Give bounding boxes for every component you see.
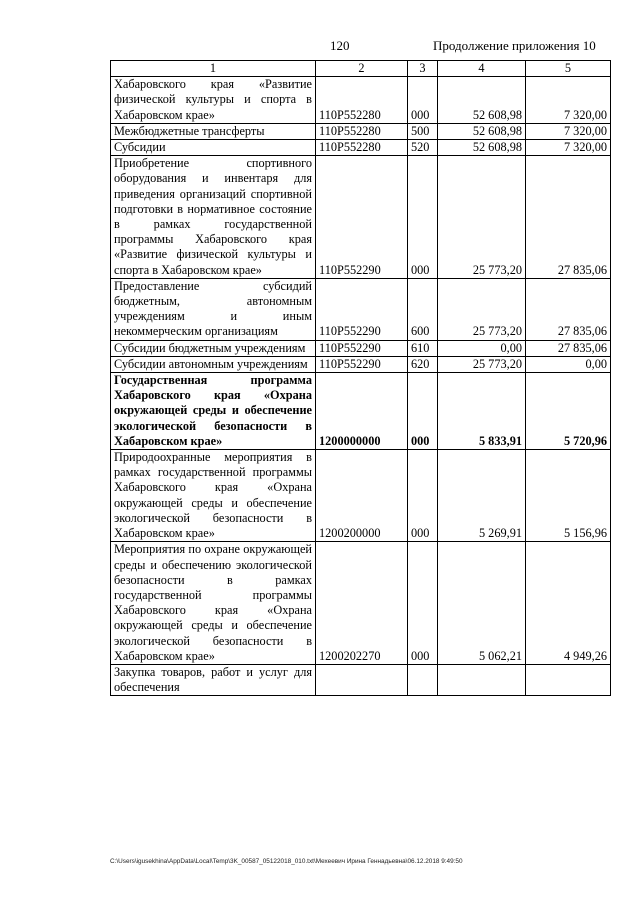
row-value-2019: 27 835,06 bbox=[526, 156, 611, 279]
row-value-2018: 52 608,98 bbox=[438, 77, 526, 124]
row-type: 610 bbox=[408, 340, 438, 356]
row-type: 000 bbox=[408, 373, 438, 450]
row-code bbox=[316, 664, 408, 695]
row-code: 110P552290 bbox=[316, 156, 408, 279]
row-type: 600 bbox=[408, 278, 438, 340]
table-row bbox=[111, 156, 611, 279]
row-name: Приобретение спортивного оборудования и инвентаря для приведения организаций спортивной подготовки в нормативное состояние в рамках государственной программы Хабаровского края «Развитие физической культуры и спорта в Хабаровском крае» bbox=[111, 156, 316, 279]
column-number-row bbox=[111, 61, 611, 77]
row-value-2019: 5 720,96 bbox=[526, 373, 611, 450]
table-row bbox=[111, 123, 611, 139]
row-code: 110P552290 bbox=[316, 340, 408, 356]
row-value-2019: 7 320,00 bbox=[526, 77, 611, 124]
row-value-2019: 7 320,00 bbox=[526, 123, 611, 139]
column-number: 3 bbox=[408, 61, 438, 77]
table-row bbox=[111, 77, 611, 124]
row-value-2018: 25 773,20 bbox=[438, 356, 526, 372]
table-row-program bbox=[111, 373, 611, 450]
row-value-2018: 0,00 bbox=[438, 340, 526, 356]
row-value-2019 bbox=[526, 664, 611, 695]
page-number: 120 bbox=[330, 38, 350, 53]
row-code: 110P552280 bbox=[316, 77, 408, 124]
column-number: 1 bbox=[111, 61, 316, 77]
row-code: 1200200000 bbox=[316, 450, 408, 542]
row-type: 620 bbox=[408, 356, 438, 372]
row-name: Хабаровского края «Развитие физической культуры и спорта в Хабаровском крае» bbox=[111, 77, 316, 124]
column-number: 4 bbox=[438, 61, 526, 77]
row-type: 500 bbox=[408, 123, 438, 139]
table-row bbox=[111, 542, 611, 665]
column-number: 5 bbox=[526, 61, 611, 77]
column-number: 2 bbox=[316, 61, 408, 77]
row-value-2018: 5 833,91 bbox=[438, 373, 526, 450]
row-type: 000 bbox=[408, 156, 438, 279]
row-name: Предоставление субсидий бюджетным, автономным учреждениям и иным некоммерческим организациям bbox=[111, 278, 316, 340]
row-value-2018: 5 062,21 bbox=[438, 542, 526, 665]
table-row bbox=[111, 340, 611, 356]
row-name: Закупка товаров, работ и услуг для обеспечения bbox=[111, 664, 316, 695]
row-value-2019: 27 835,06 bbox=[526, 340, 611, 356]
row-code: 110P552280 bbox=[316, 123, 408, 139]
table-row bbox=[111, 664, 611, 695]
row-value-2019: 7 320,00 bbox=[526, 140, 611, 156]
row-name: Природоохранные мероприятия в рамках государственной программы Хабаровского края «Охрана окружающей среды и обеспечение экологической безопасности в Хабаровском крае» bbox=[111, 450, 316, 542]
row-value-2018: 52 608,98 bbox=[438, 123, 526, 139]
row-value-2019: 5 156,96 bbox=[526, 450, 611, 542]
continuation-label: Продолжение приложения 10 bbox=[433, 38, 596, 53]
row-value-2019: 0,00 bbox=[526, 356, 611, 372]
row-type bbox=[408, 664, 438, 695]
row-code: 1200202270 bbox=[316, 542, 408, 665]
row-value-2018: 52 608,98 bbox=[438, 140, 526, 156]
row-name: Государственная программа Хабаровского края «Охрана окружающей среды и обеспечение экологической безопасности в Хабаровском крае» bbox=[111, 373, 316, 450]
file-path-footer: C:\Users\igusekhina\AppData\Local\Temp\3K_00587_05122018_010.txt\Мехеевич Ирина Геннадьевна\06.12.2018 9:49:50 bbox=[110, 858, 463, 865]
row-code: 110P552290 bbox=[316, 356, 408, 372]
row-code: 110P552290 bbox=[316, 278, 408, 340]
row-value-2019: 27 835,06 bbox=[526, 278, 611, 340]
table-row bbox=[111, 450, 611, 542]
row-name: Межбюджетные трансферты bbox=[111, 123, 316, 139]
row-value-2018: 25 773,20 bbox=[438, 156, 526, 279]
row-type: 520 bbox=[408, 140, 438, 156]
budget-table bbox=[110, 60, 611, 696]
table-row bbox=[111, 278, 611, 340]
row-type: 000 bbox=[408, 542, 438, 665]
row-name: Субсидии автономным учреждениям bbox=[111, 356, 316, 372]
row-name: Субсидии bbox=[111, 140, 316, 156]
table-row bbox=[111, 140, 611, 156]
row-value-2018: 5 269,91 bbox=[438, 450, 526, 542]
row-value-2018: 25 773,20 bbox=[438, 278, 526, 340]
row-code: 110P552280 bbox=[316, 140, 408, 156]
table-row bbox=[111, 356, 611, 372]
row-code: 1200000000 bbox=[316, 373, 408, 450]
row-value-2019: 4 949,26 bbox=[526, 542, 611, 665]
row-name: Мероприятия по охране окружающей среды и обеспечению экологической безопасности в рамках государственной программы Хабаровского края «Охрана окружающей среды и обеспечение экологической безопасности в Хабаровском крае» bbox=[111, 542, 316, 665]
row-name: Субсидии бюджетным учреждениям bbox=[111, 340, 316, 356]
row-value-2018 bbox=[438, 664, 526, 695]
row-type: 000 bbox=[408, 450, 438, 542]
row-type: 000 bbox=[408, 77, 438, 124]
